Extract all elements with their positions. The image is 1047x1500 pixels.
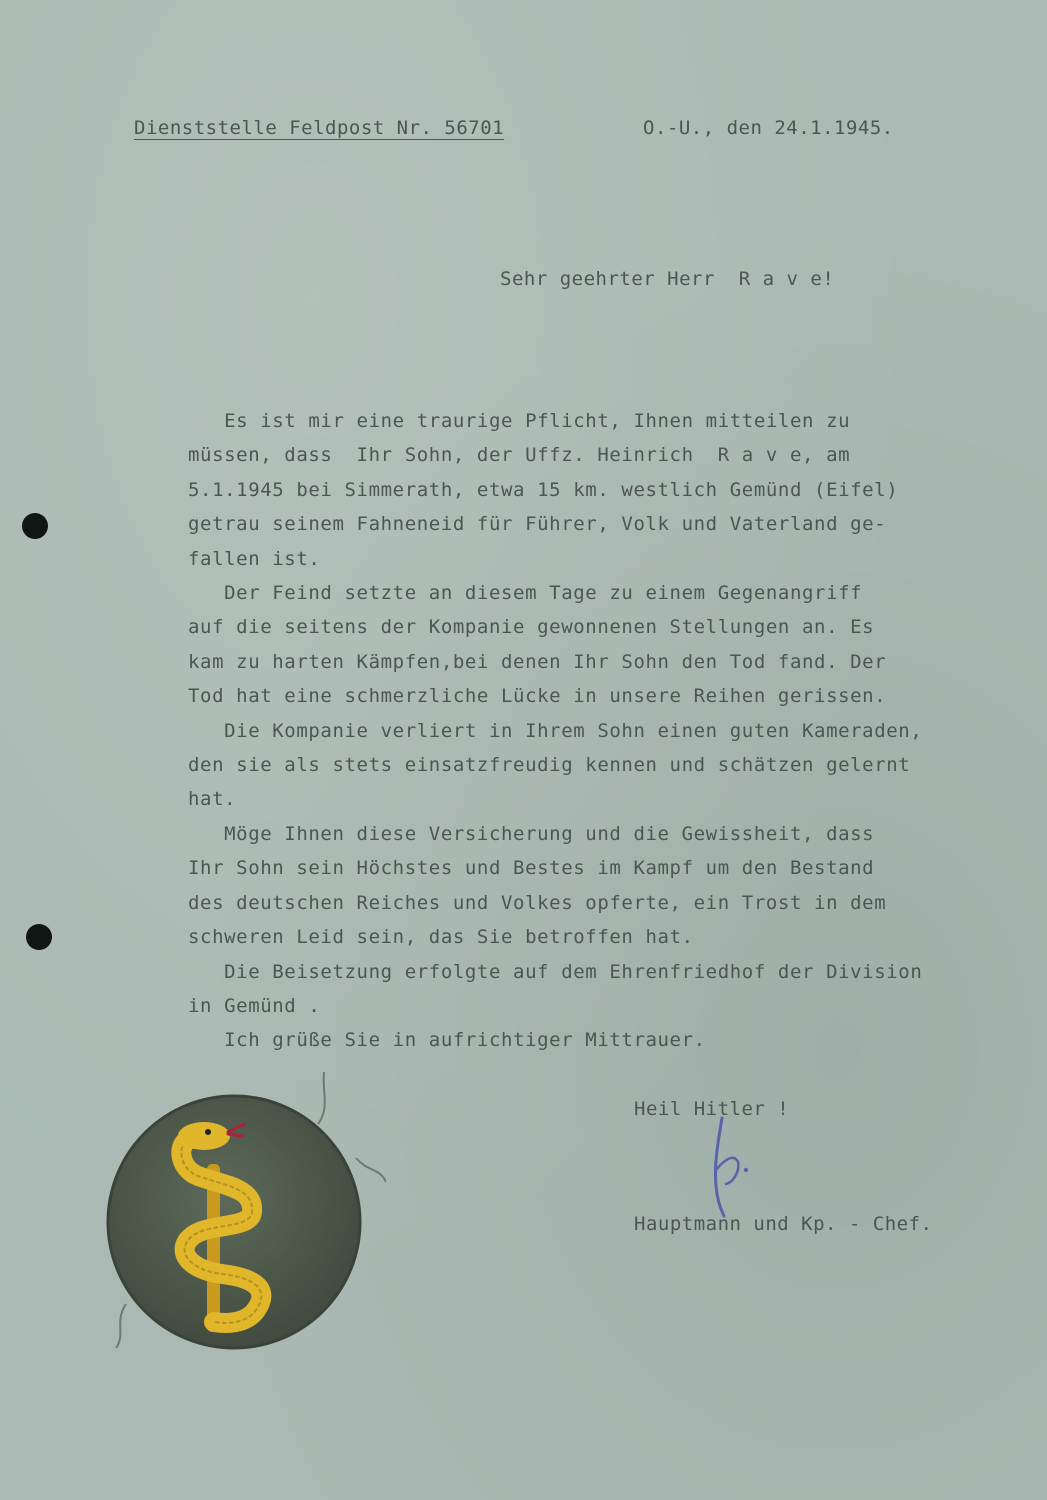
letter-line: des deutschen Reiches und Volkes opferte, ein Trost in dem <box>188 891 887 914</box>
punch-hole <box>26 924 52 950</box>
letter-line: Tod hat eine schmerzliche Lücke in unsere Reihen gerissen. <box>188 685 887 708</box>
place-date: O.-U., den 24.1.1945. <box>643 117 894 139</box>
salutation: Sehr geehrter Herr R a v e! <box>500 268 835 290</box>
letter-line: in Gemünd . <box>188 994 321 1017</box>
letter-line: Der Feind setzte an diesem Tage zu einem Gegenangriff <box>188 582 863 605</box>
letter-line: Ich grüße Sie in aufrichtiger Mittrauer. <box>188 1029 706 1052</box>
handwritten-signature-icon <box>700 1112 790 1222</box>
closing: Heil Hitler ! <box>634 1098 790 1120</box>
letter-line: Die Beisetzung erfolgte auf dem Ehrenfriedhof der Division <box>188 960 923 983</box>
letter-line: fallen ist. <box>188 547 321 570</box>
letter-line: 5.1.1945 bei Simmerath, etwa 15 km. westlich Gemünd (Eifel) <box>188 478 899 501</box>
letter-line: schweren Leid sein, das Sie betroffen hat. <box>188 926 694 949</box>
letter-line: Es ist mir eine traurige Pflicht, Ihnen mitteilen zu <box>188 410 851 432</box>
signature-title: Hauptmann und Kp. - Chef. <box>634 1213 933 1235</box>
letter-line: den sie als stets einsatzfreudig kennen und schätzen gelernt <box>188 754 911 777</box>
office-header: Dienststelle Feldpost Nr. 56701 <box>134 117 505 139</box>
letter-line: hat. <box>188 788 237 811</box>
letter-line: müssen, dass Ihr Sohn, der Uffz. Heinrich R a v e, am <box>188 444 851 467</box>
aesculapian-staff-patch-icon <box>86 1072 386 1372</box>
letter-line: Möge Ihnen diese Versicherung und die Gewissheit, dass <box>188 822 875 845</box>
letter-line: Die Kompanie verliert in Ihrem Sohn einen guten Kameraden, <box>188 719 923 742</box>
letter-body <box>188 404 1028 1058</box>
letter-line: Ihr Sohn sein Höchstes und Bestes im Kampf um den Bestand <box>188 857 875 880</box>
punch-hole <box>22 513 48 539</box>
letter-line: getrau seinem Fahneneid für Führer, Volk und Vaterland ge- <box>188 513 887 536</box>
letter-line: auf die seitens der Kompanie gewonnenen Stellungen an. Es <box>188 616 875 639</box>
letter-line: kam zu harten Kämpfen,bei denen Ihr Sohn den Tod fand. Der <box>188 650 887 673</box>
